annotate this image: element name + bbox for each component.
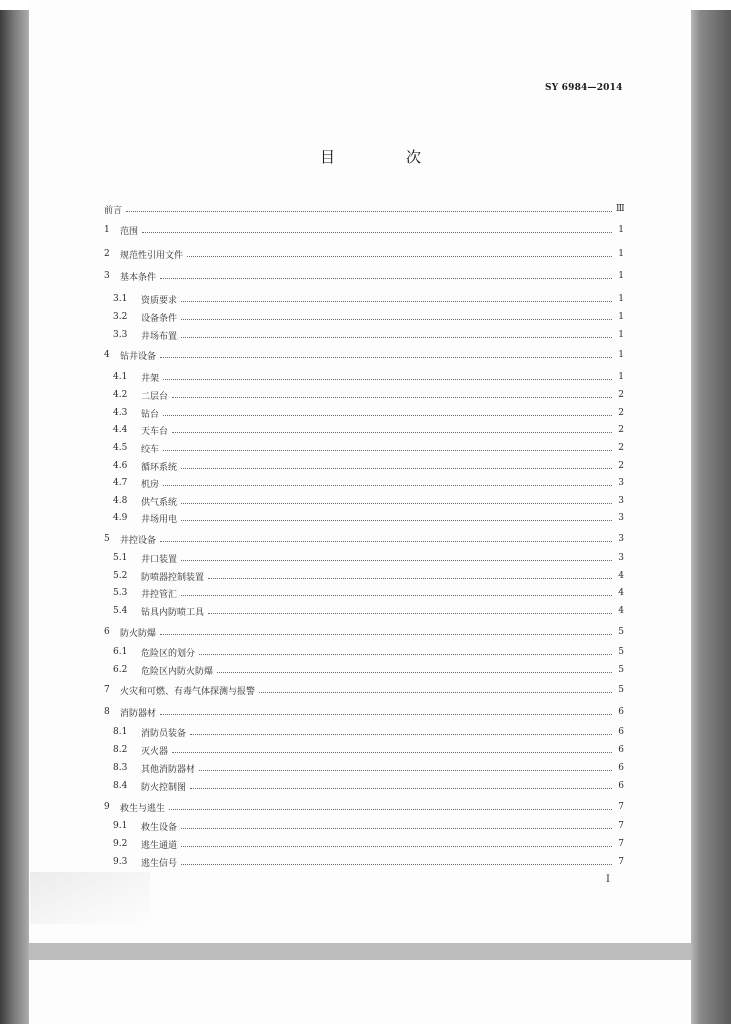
toc-entry-page: 1 bbox=[618, 372, 624, 382]
toc-entry[interactable] bbox=[113, 726, 624, 738]
toc-leader-dots bbox=[160, 540, 612, 542]
toc-entry[interactable] bbox=[113, 424, 624, 436]
toc-entry[interactable] bbox=[104, 224, 624, 236]
toc-entry-label: 范围 bbox=[120, 226, 139, 237]
toc-entry[interactable] bbox=[104, 270, 624, 282]
toc-entry-label: 逃生通道 bbox=[141, 840, 178, 851]
toc-leader-dots bbox=[160, 633, 612, 635]
toc-entry[interactable] bbox=[104, 533, 624, 545]
toc-entry[interactable] bbox=[113, 552, 624, 564]
toc-entry-number: 4 bbox=[104, 350, 110, 360]
toc-leader-dots bbox=[126, 210, 612, 212]
toc-entry-page: 6 bbox=[618, 727, 624, 737]
toc-entry-number: 7 bbox=[104, 685, 110, 695]
toc-entry[interactable] bbox=[113, 587, 624, 599]
toc-entry-label: 设备条件 bbox=[141, 313, 178, 324]
toc-leader-dots bbox=[163, 484, 612, 486]
toc-entry[interactable] bbox=[113, 820, 624, 832]
toc-leader-dots bbox=[163, 414, 612, 416]
toc-leader-dots bbox=[160, 356, 612, 358]
toc-entry-page: 5 bbox=[618, 627, 624, 637]
toc-entry-label: 危险区的划分 bbox=[141, 648, 196, 659]
toc-entry-number: 8.1 bbox=[113, 727, 128, 737]
toc-entry[interactable] bbox=[104, 203, 624, 215]
toc-entry-label: 井架 bbox=[141, 373, 160, 384]
toc-entry-number: 6.1 bbox=[113, 647, 128, 657]
toc-entry-number: 8.3 bbox=[113, 763, 128, 773]
toc-entry[interactable] bbox=[104, 706, 624, 718]
toc-entry-page: 7 bbox=[618, 857, 624, 867]
toc-leader-dots bbox=[181, 594, 612, 596]
toc-entry[interactable] bbox=[113, 744, 624, 756]
toc-leader-dots bbox=[181, 519, 612, 521]
toc-entry-page: 5 bbox=[618, 647, 624, 657]
toc-leader-dots bbox=[190, 733, 612, 735]
toc-entry-label: 基本条件 bbox=[120, 272, 157, 283]
toc-entry-number: 6.2 bbox=[113, 665, 128, 675]
toc-entry-number: 8.4 bbox=[113, 781, 128, 791]
toc-entry-label: 井场布置 bbox=[141, 331, 178, 342]
toc-entry-label: 消防器材 bbox=[120, 708, 157, 719]
toc-entry[interactable] bbox=[113, 371, 624, 383]
toc-entry-page: 1 bbox=[618, 294, 624, 304]
toc-entry-number: 5.3 bbox=[113, 588, 128, 598]
toc-entry-page: 1 bbox=[618, 350, 624, 360]
toc-leader-dots bbox=[181, 467, 612, 469]
toc-entry[interactable] bbox=[113, 389, 624, 401]
toc-entry-label: 防火控制图 bbox=[141, 782, 187, 793]
toc-entry[interactable] bbox=[104, 684, 624, 696]
toc-entry-page: 1 bbox=[618, 225, 624, 235]
toc-leader-dots bbox=[181, 336, 612, 338]
toc-entry-label: 循环系统 bbox=[141, 462, 178, 473]
toc-entry-number: 3 bbox=[104, 271, 110, 281]
toc-entry[interactable] bbox=[113, 477, 624, 489]
toc-entry-label: 逃生信号 bbox=[141, 858, 178, 869]
toc-leader-dots bbox=[199, 769, 612, 771]
toc-entry[interactable] bbox=[113, 570, 624, 582]
toc-entry-label: 资质要求 bbox=[141, 295, 178, 306]
page-gap bbox=[29, 943, 691, 960]
toc-entry-number: 5.4 bbox=[113, 606, 128, 616]
toc-entry[interactable] bbox=[113, 512, 624, 524]
toc-entry[interactable] bbox=[113, 762, 624, 774]
toc-entry-page: 5 bbox=[618, 665, 624, 675]
toc-entry-page: 4 bbox=[618, 588, 624, 598]
toc-entry-number: 8.2 bbox=[113, 745, 128, 755]
toc-entry[interactable] bbox=[113, 856, 624, 868]
toc-entry-label: 井口装置 bbox=[141, 554, 178, 565]
toc-entry[interactable] bbox=[113, 329, 624, 341]
toc-leader-dots bbox=[208, 612, 612, 614]
toc-entry[interactable] bbox=[113, 646, 624, 658]
toc-entry-page: 2 bbox=[618, 461, 624, 471]
toc-leader-dots bbox=[172, 431, 612, 433]
toc-entry-label: 规范性引用文件 bbox=[120, 250, 184, 261]
toc-entry-page: 2 bbox=[618, 390, 624, 400]
toc-entry-number: 5.2 bbox=[113, 571, 128, 581]
toc-entry-label: 防喷器控制装置 bbox=[141, 572, 205, 583]
toc-entry-page: 3 bbox=[618, 553, 624, 563]
toc-entry-label: 井控管汇 bbox=[141, 589, 178, 600]
toc-entry[interactable] bbox=[104, 248, 624, 260]
toc-leader-dots bbox=[259, 691, 612, 693]
toc-entry[interactable] bbox=[113, 495, 624, 507]
toc-entry-number: 4.9 bbox=[113, 513, 128, 523]
toc-leader-dots bbox=[181, 559, 612, 561]
toc-entry-number: 4.3 bbox=[113, 408, 128, 418]
toc-entry-number: 9.3 bbox=[113, 857, 128, 867]
toc-entry-page: 1 bbox=[618, 249, 624, 259]
toc-entry-label: 井场用电 bbox=[141, 514, 178, 525]
toc-entry-page: 7 bbox=[618, 821, 624, 831]
toc-entry-number: 3.3 bbox=[113, 330, 128, 340]
next-document-page[interactable] bbox=[29, 960, 691, 1024]
toc-entry-number: 4.2 bbox=[113, 390, 128, 400]
toc-entry-page: 3 bbox=[618, 478, 624, 488]
toc-entry-label: 救生与逃生 bbox=[120, 803, 166, 814]
toc-entry-label: 钻具内防喷工具 bbox=[141, 607, 205, 618]
toc-entry-number: 6 bbox=[104, 627, 110, 637]
toc-entry-number: 1 bbox=[104, 225, 110, 235]
toc-leader-dots bbox=[199, 653, 612, 655]
toc-entry-number: 5.1 bbox=[113, 553, 128, 563]
toc-entry-page: Ⅲ bbox=[616, 204, 625, 214]
toc-leader-dots bbox=[181, 502, 612, 504]
toc-entry[interactable] bbox=[113, 311, 624, 323]
toc-entry-page: 4 bbox=[618, 571, 624, 581]
toc-entry-page: 6 bbox=[618, 763, 624, 773]
toc-entry[interactable] bbox=[113, 780, 624, 792]
toc-entry-page: 2 bbox=[618, 425, 624, 435]
toc-entry-number: 4.7 bbox=[113, 478, 128, 488]
toc-entry-label: 灭火器 bbox=[141, 746, 169, 757]
toc-entry-label: 前言 bbox=[104, 205, 123, 216]
toc-entry[interactable] bbox=[104, 801, 624, 813]
toc-entry-page: 1 bbox=[618, 330, 624, 340]
toc-entry[interactable] bbox=[113, 460, 624, 472]
toc-leader-dots bbox=[181, 300, 612, 302]
toc-entry[interactable] bbox=[104, 349, 624, 361]
toc-entry-number: 4.5 bbox=[113, 443, 128, 453]
toc-entry-number: 8 bbox=[104, 707, 110, 717]
toc-entry-page: 3 bbox=[618, 534, 624, 544]
toc-entry-number: 3.2 bbox=[113, 312, 128, 322]
toc-leader-dots bbox=[172, 751, 612, 753]
toc-entry-page: 3 bbox=[618, 496, 624, 506]
toc-entry-number: 4.1 bbox=[113, 372, 128, 382]
toc-entry-label: 救生设备 bbox=[141, 822, 178, 833]
toc-entry-number: 4.6 bbox=[113, 461, 128, 471]
toc-entry-page: 2 bbox=[618, 443, 624, 453]
toc-leader-dots bbox=[181, 827, 612, 829]
toc-entry-page: 2 bbox=[618, 408, 624, 418]
toc-entry-page: 4 bbox=[618, 606, 624, 616]
toc-leader-dots bbox=[217, 671, 612, 673]
toc-entry-page: 7 bbox=[618, 802, 624, 812]
toc-entry[interactable] bbox=[113, 407, 624, 419]
toc-leader-dots bbox=[160, 713, 612, 715]
toc-leader-dots bbox=[187, 255, 612, 257]
toc-entry-label: 井控设备 bbox=[120, 535, 157, 546]
toc-entry-page: 6 bbox=[618, 745, 624, 755]
page-title: 目 次 bbox=[320, 148, 450, 166]
toc-entry-number: 2 bbox=[104, 249, 110, 259]
toc-entry-number: 4.4 bbox=[113, 425, 128, 435]
toc-entry[interactable] bbox=[113, 293, 624, 305]
toc-entry[interactable] bbox=[113, 838, 624, 850]
toc-entry-page: 3 bbox=[618, 513, 624, 523]
toc-entry-number: 9.2 bbox=[113, 839, 128, 849]
toc-leader-dots bbox=[172, 396, 612, 398]
toc-leader-dots bbox=[208, 577, 612, 579]
toc-entry-label: 危险区内防火防爆 bbox=[141, 666, 214, 677]
toc-entry[interactable] bbox=[104, 626, 624, 638]
toc-entry-label: 天车台 bbox=[141, 426, 169, 437]
toc-entry-label: 二层台 bbox=[141, 391, 169, 402]
toc-leader-dots bbox=[169, 808, 612, 810]
toc-entry-label: 供气系统 bbox=[141, 497, 178, 508]
toc-entry-page: 1 bbox=[618, 271, 624, 281]
toc-entry-label: 其他消防器材 bbox=[141, 764, 196, 775]
toc-entry-number: 9.1 bbox=[113, 821, 128, 831]
toc-entry[interactable] bbox=[113, 442, 624, 454]
toc-entry-label: 火灾和可燃、有毒气体探测与报警 bbox=[120, 686, 256, 697]
toc-entry-page: 6 bbox=[618, 707, 624, 717]
toc-entry-page: 6 bbox=[618, 781, 624, 791]
standard-code: SY 6984—2014 bbox=[545, 83, 623, 93]
toc-entry-label: 钻井设备 bbox=[120, 351, 157, 362]
toc-leader-dots bbox=[181, 863, 612, 865]
toc-entry-number: 5 bbox=[104, 534, 110, 544]
toc-leader-dots bbox=[190, 787, 612, 789]
toc-entry-number: 3.1 bbox=[113, 294, 128, 304]
page-number: I bbox=[606, 874, 610, 885]
toc-entry-label: 消防员装备 bbox=[141, 728, 187, 739]
toc-leader-dots bbox=[142, 231, 612, 233]
toc-entry-label: 机房 bbox=[141, 479, 160, 490]
toc-entry-label: 防火防爆 bbox=[120, 628, 157, 639]
toc-leader-dots bbox=[163, 378, 612, 380]
toc-entry[interactable] bbox=[113, 664, 624, 676]
toc-entry-label: 钻台 bbox=[141, 409, 160, 420]
toc-leader-dots bbox=[163, 449, 612, 451]
toc-entry-label: 绞车 bbox=[141, 444, 160, 455]
toc-entry[interactable] bbox=[113, 605, 624, 617]
toc-entry-page: 5 bbox=[618, 685, 624, 695]
toc-entry-number: 4.8 bbox=[113, 496, 128, 506]
toc-entry-page: 1 bbox=[618, 312, 624, 322]
toc-entry-page: 7 bbox=[618, 839, 624, 849]
toc-leader-dots bbox=[181, 845, 612, 847]
toc-leader-dots bbox=[160, 277, 612, 279]
toc-entry-number: 9 bbox=[104, 802, 110, 812]
toc-leader-dots bbox=[181, 318, 612, 320]
